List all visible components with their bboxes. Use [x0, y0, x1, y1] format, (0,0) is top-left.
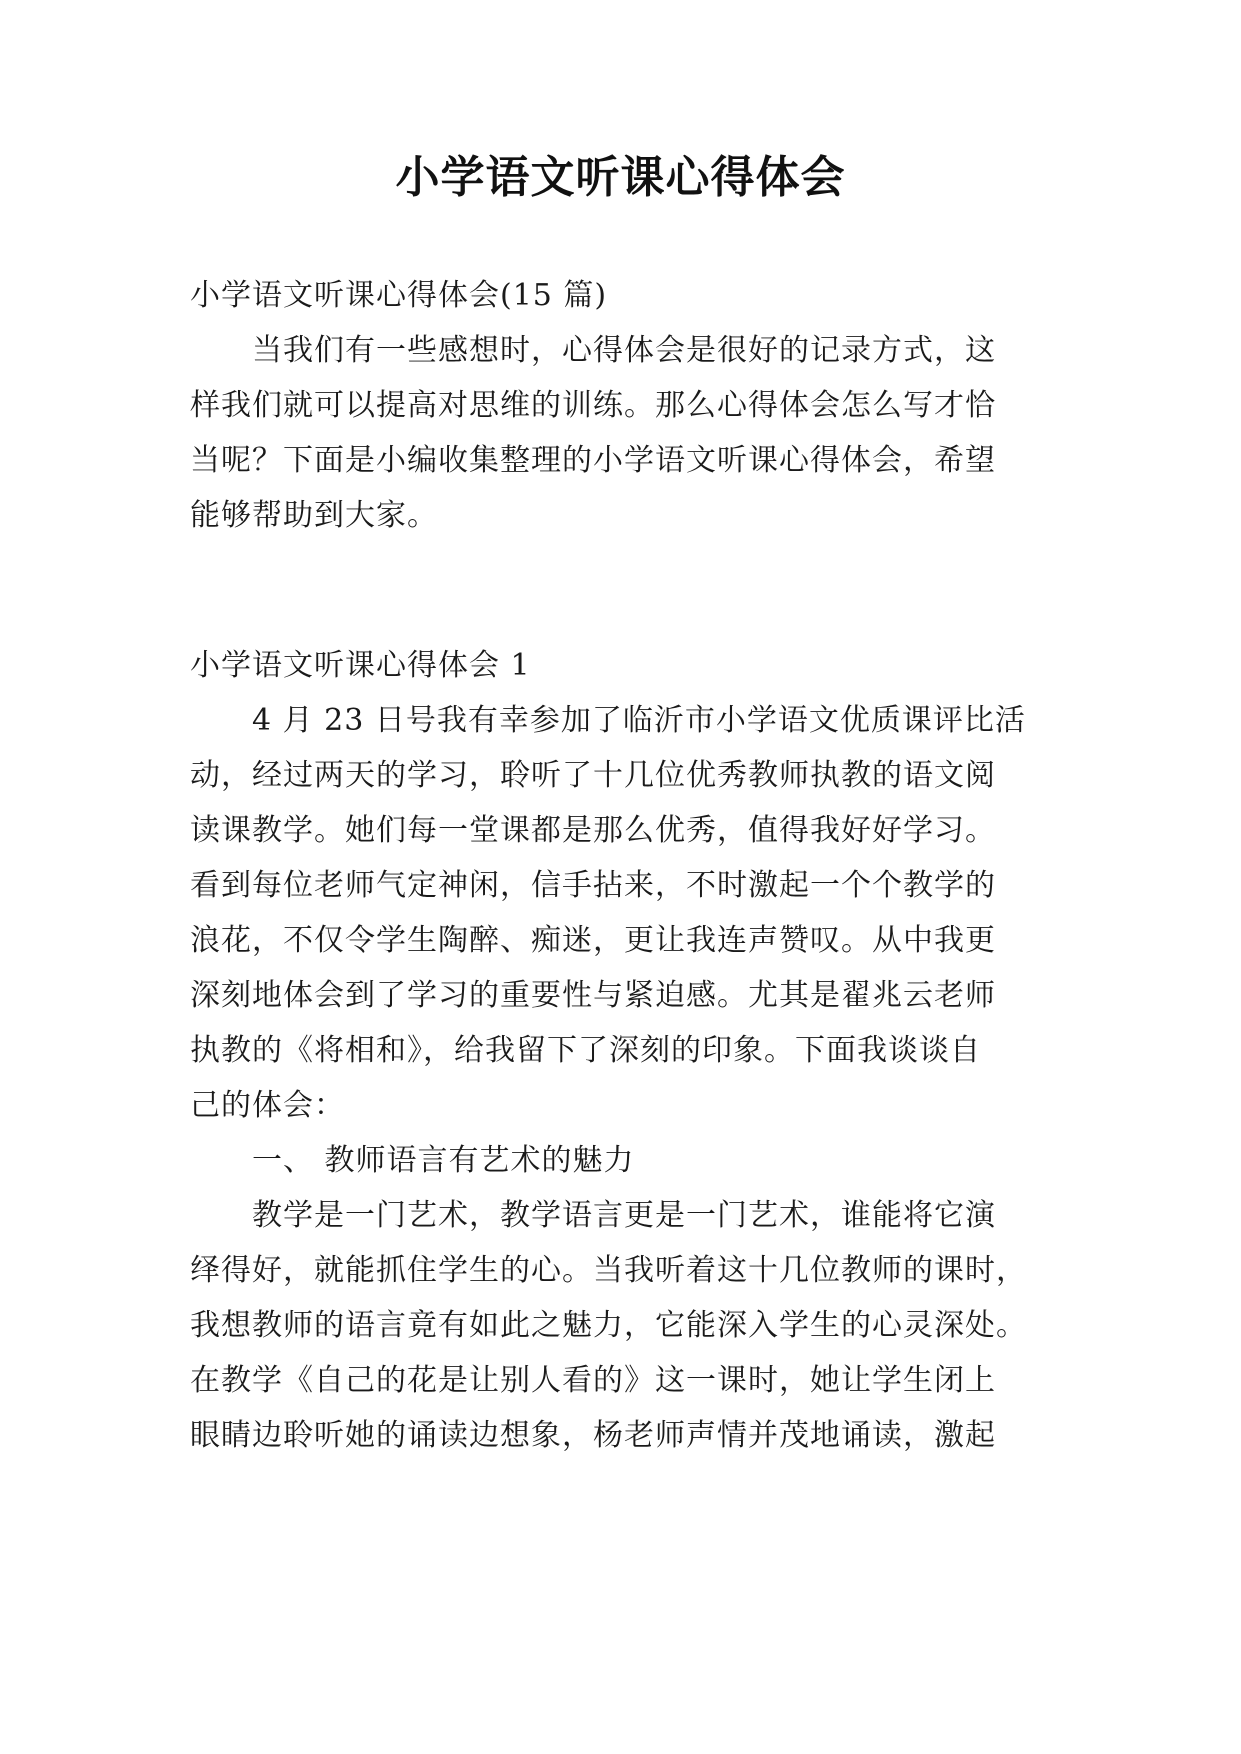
para2-line: 绎得好，就能抓住学生的心。当我听着这十几位教师的课时， [190, 1253, 1027, 1288]
intro-line: 当我们有一些感想时，心得体会是很好的记录方式，这 [252, 333, 996, 368]
section-heading: 小学语文听课心得体会 1 [190, 648, 531, 683]
intro-line: 当呢？下面是小编收集整理的小学语文听课心得体会，希望 [190, 443, 996, 478]
para1-line: 动，经过两天的学习，聆听了十几位优秀教师执教的语文阅 [190, 758, 996, 793]
document-title: 小学语文听课心得体会 [395, 152, 846, 203]
para1-line: 读课教学。她们每一堂课都是那么优秀，值得我好好学习。 [190, 813, 996, 848]
para1-line: 4 月 23 日号我有幸参加了临沂市小学语文优质课评比活 [252, 703, 1026, 738]
para1-line: 己的体会： [190, 1088, 345, 1123]
para2-line: 我想教师的语言竟有如此之魅力，它能深入学生的心灵深处。 [190, 1308, 1027, 1343]
para1-line: 浪花，不仅令学生陶醉、痴迷，更让我连声赞叹。从中我更 [190, 923, 996, 958]
para1-line: 执教的《将相和》，给我留下了深刻的印象。下面我谈谈自 [190, 1033, 981, 1068]
para2-line: 在教学《自己的花是让别人看的》这一课时，她让学生闭上 [190, 1363, 996, 1398]
intro-line: 能够帮助到大家。 [190, 498, 438, 533]
para2-line: 眼睛边聆听她的诵读边想象，杨老师声情并茂地诵读，激起 [190, 1418, 996, 1453]
document-subtitle: 小学语文听课心得体会(15 篇) [190, 278, 608, 313]
para1-line: 深刻地体会到了学习的重要性与紧迫感。尤其是翟兆云老师 [190, 978, 996, 1013]
para1-line: 看到每位老师气定神闲，信手拈来，不时激起一个个教学的 [190, 868, 996, 903]
para2-line: 教学是一门艺术，教学语言更是一门艺术，谁能将它演 [252, 1198, 996, 1233]
subheading: 一、 教师语言有艺术的魅力 [252, 1143, 635, 1178]
intro-line: 样我们就可以提高对思维的训练。那么心得体会怎么写才恰 [190, 388, 996, 423]
